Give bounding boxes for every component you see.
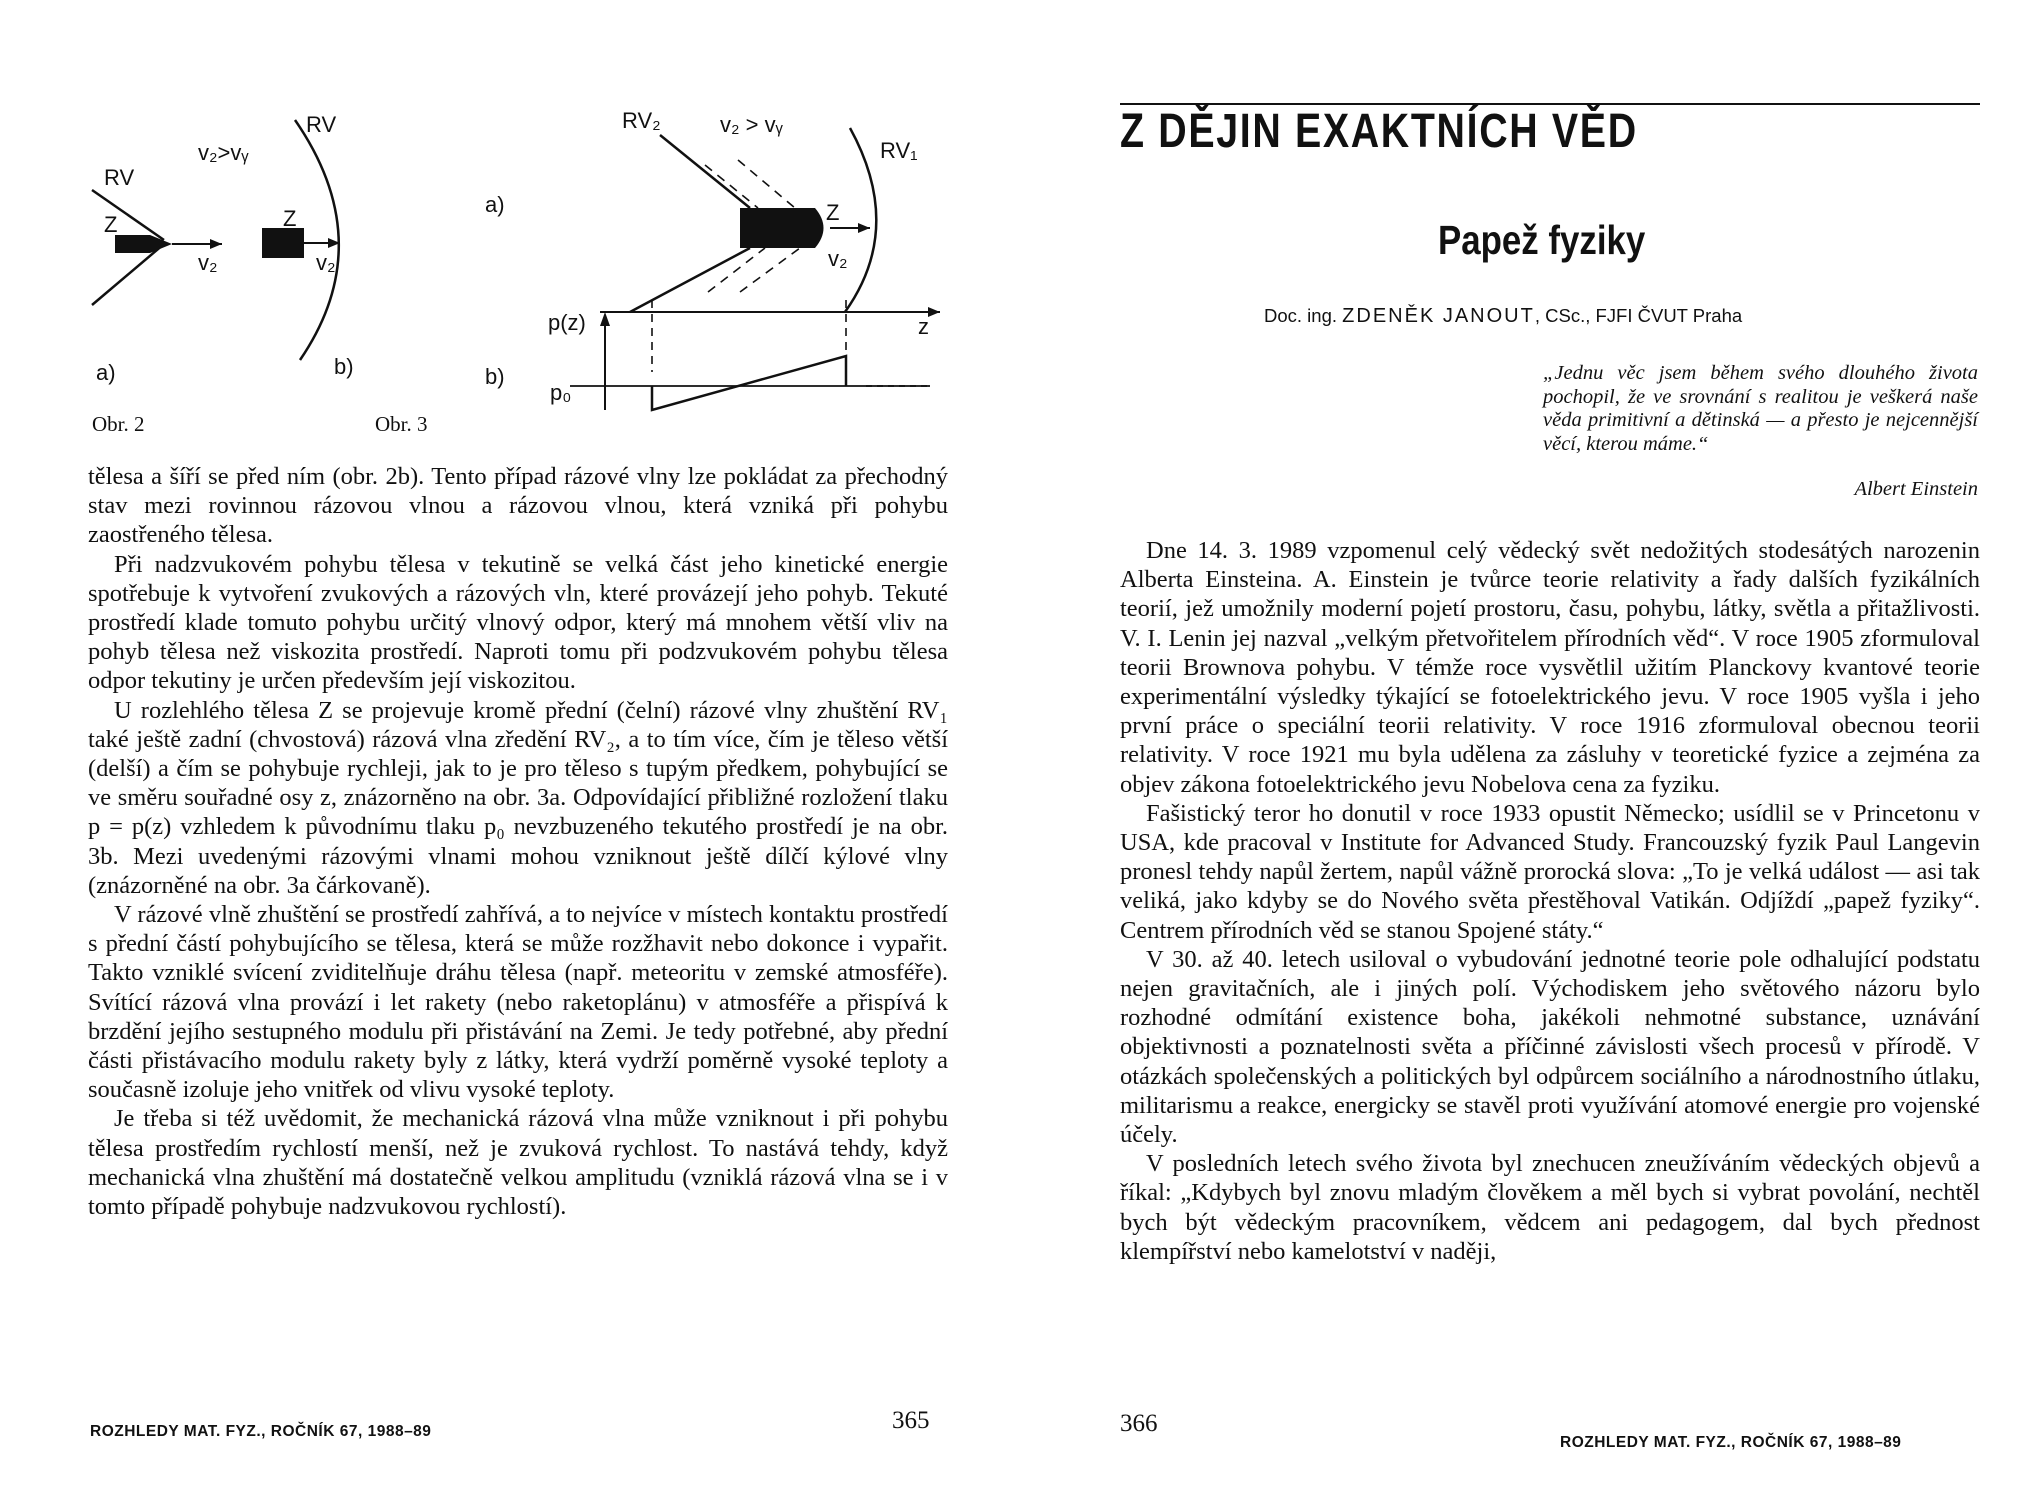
- fig3-p0-label: p₀: [550, 380, 572, 405]
- article-title: Papež fyziky: [1438, 217, 1646, 263]
- fig3-part-b: b): [485, 364, 505, 389]
- paragraph: Při nadzvukovém pohybu tělesa v tekutině se velká část jeho kinetické energie spotřebuje k vytvoření zvukových a rázových vln, které provázejí jeho pohyb. Tekuté prostředí klade tomuto pohybu určitý vlnový odpor, který má mnohem větší vliv na pohyb tělesa než viskozita prostředí. Naproti tomu při podzvukovém pohybu tělesa odpor tekutiny je určen především její viskozitou.: [88, 550, 948, 695]
- fig2-rv-label: RV: [104, 165, 135, 190]
- fig2-part-a: a): [96, 360, 116, 385]
- fig3-part-a: a): [485, 192, 505, 217]
- epigraph-author: Albert Einstein: [1854, 478, 1978, 500]
- fig3-vz-label: v₂: [828, 246, 848, 271]
- fig3-pz-label: p(z): [548, 310, 586, 335]
- author-line: [1264, 305, 1742, 328]
- left-body-text: [88, 462, 948, 1221]
- epigraph-quote: „Jednu věc jsem během svého dlouhého života pochopil, že ve srovnání s realitou je veškerá naše věda primitivní a dětinská — a přesto je nejcennější věcí, kterou máme.“: [1543, 362, 1978, 455]
- running-footer: ROZHLEDY MAT. FYZ., ROČNÍK 67, 1988–89: [1560, 1434, 1902, 1451]
- fig2-vz-b-label: v₂: [316, 250, 336, 275]
- paragraph: Dne 14. 3. 1989 vzpomenul celý vědecký svět nedožitých stodesátých narozenin Alberta Einsteina. A. Einstein je tvůrce teorie relativity a řady dalších fyzikálních teorií, jež umožnily moderní pojetí prostoru, času, pohybu, látky, světla a přitažlivosti. V. I. Lenin jej nazval „velkým přetvořitelem přírodních věd“. V roce 1905 zformuloval teorii Brownova pohybu. V témže roce vysvětlil užitím Planckovy kvantové teorie experimentální výsledky týkající se fotoelektrického jevu. V roce 1905 vyšla i jeho první práce o speciální teorii relativity. V roce 1916 zformuloval obecnou teorii relativity. V roce 1921 mu byla udělena za zásluhy v teoretické fyzice a zejména za objev zákona fotoelektrického jevu Nobelova cena za fyziku.: [1120, 537, 1980, 798]
- author-name: ZDENĚK JANOUT: [1342, 305, 1535, 327]
- paragraph: V 30. až 40. letech usiloval o vybudování jednotné teorie pole odhalující podstatu nejen gravitačních, ale i jiných polí. Východiskem jeho světového názoru bylo rozhodné odmítání existence boha, jakékoli nehmotné substance, uznávání objektivnosti a poznatelnosti světa a příčinné závislosti všech procesů v přírodě. V otázkách společenských a politických byl odpůrcem sociálního a národnostního útlaku, militarismu a reakce, energicky se stavěl proti využívání atomové energie pro vojenské účely.: [1120, 945, 1980, 1149]
- section-heading: Z DĚJIN EXAKTNÍCH VĚD: [1120, 105, 1638, 158]
- figure-2: [92, 112, 354, 385]
- fig2-z-a-label: Z: [104, 212, 118, 237]
- fig2-z-b-label: Z: [283, 206, 297, 231]
- figure-2-caption: Obr. 2: [92, 412, 145, 436]
- right-page: [1020, 0, 2040, 1501]
- fig2-rv-curve-label: RV: [306, 112, 337, 137]
- paragraph: U rozlehlého tělesa Z se projevuje kromě přední (čelní) rázové vlny zhuštění RV₁ také ještě zadní (chvostová) rázová vlna zředění RV₂, a to tím více, čím je těleso větší (delší) a čím se pohybuje rychleji, jak to je pro těleso s tupým předkem, pohybující se ve směru souřadné osy z, znázorněno na obr. 3a. Odpovídající přibližné rozložení tlaku p = p(z) vzhledem k původnímu tlaku p₀ nevzbuzeného tekutého prostředí je na obr. 3b. Mezi uvedenými rázovými vlnami mohou vzniknout ještě dílčí kýlové vlny (znázorněné na obr. 3a čárkovaně).: [88, 696, 948, 899]
- running-footer: ROZHLEDY MAT. FYZ., ROČNÍK 67, 1988–89: [90, 1423, 432, 1440]
- fig2-speed-relation: v₂>vᵧ: [198, 140, 249, 165]
- fig3-z-axis-label: z: [918, 314, 929, 339]
- fig3-rv2-label: RV₂: [622, 108, 661, 133]
- right-body-text: [1120, 536, 1980, 1266]
- page-number: 366: [1120, 1410, 1158, 1437]
- fig3-rv1-label: RV₁: [880, 138, 918, 163]
- paragraph: tělesa a šíří se před ním (obr. 2b). Tento případ rázové vlny lze pokládat za přechodný stav mezi rovinnou rázovou vlnou a rázovou vlnou, která vzniká při pohybu zaostřeného tělesa.: [88, 463, 948, 549]
- fig2-vz-a-label: v₂: [198, 250, 218, 275]
- figure-3-caption: Obr. 3: [375, 412, 428, 436]
- paragraph: V posledních letech svého života byl znechucen zneužíváním vědeckých objevů a říkal: „Kdybych byl znovu mladým člověkem a měl bych si vybrat povolání, nechtěl bych být vědeckým pracovníkem, vědcem ani pedagogem, dal bych přednost klempířství nebo kamelotství v naději,: [1120, 1150, 1980, 1265]
- author-affiliation: , CSc., FJFI ČVUT Praha: [1534, 305, 1743, 326]
- paragraph: Je třeba si též uvědomit, že mechanická rázová vlna může vzniknout i při pohybu tělesa prostředím rychlostí menší, než je zvuková rychlost. To nastává tehdy, když mechanická vlna zhuštění má dostatečně velkou amplitudu (vzniklá rázová vlna se i v tomto případě pohybuje nadzvukovou rychlostí).: [88, 1105, 948, 1221]
- page-number: 365: [892, 1407, 930, 1434]
- fig2-part-b: b): [334, 354, 354, 379]
- figures-2-3: [0, 0, 1020, 440]
- fig3-z-body-label: Z: [826, 200, 840, 225]
- paragraph: V rázové vlně zhuštění se prostředí zahřívá, a to nejvíce v místech kontaktu prostředí s přední částí pohybujícího se tělesa, která se může rozžhavit nebo dokonce i vypařit. Takto vzniklé svícení zviditelňuje dráhu tělesa (např. meteoritu v zemské atmosféře). Svítící rázová vlna provází i let rakety (nebo raketoplánu) v atmosféře a přispívá k brzdění jejího sestupného modulu při přistávání na Zemi. Je tedy potřebné, aby přední části přistávacího modulu rakety byly z látky, která vydrží poměrně vysoké teploty a současně izoluje jeho vnitřek od vlivu vysoké teploty.: [88, 901, 948, 1104]
- author-prefix: Doc. ing.: [1264, 305, 1338, 326]
- figure-3: [485, 108, 940, 410]
- paragraph: Fašistický teror ho donutil v roce 1933 opustit Německo; usídlil se v Princetonu v USA, kde pracoval v Institute for Advanced Study. Francouzský fyzik Paul Langevin pronesl tehdy napůl žertem, napůl vážně prorocká slova: „To je velká událost — asi tak veliká, jako kdyby se do Nového světa přestěhoval Vatikán. Odjíždí „papež fyziky“. Centrem přírodních věd se stanou Spojené státy.“: [1120, 799, 1980, 944]
- fig3-speed-relation: v₂ > vᵧ: [720, 112, 783, 137]
